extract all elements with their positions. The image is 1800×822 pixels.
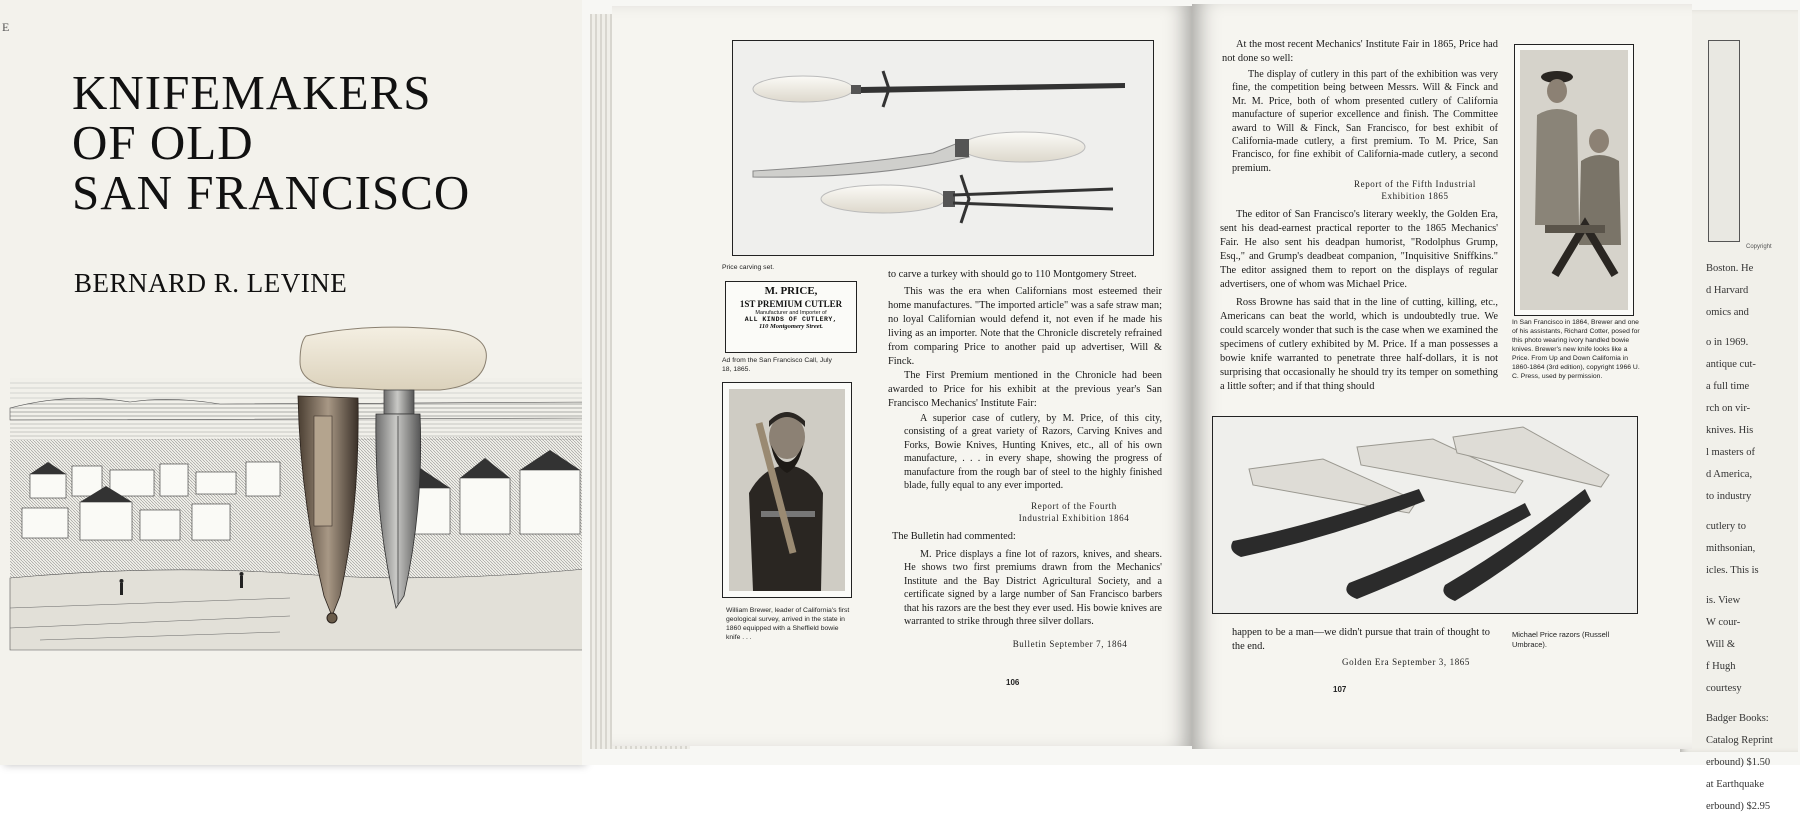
cover-title bbox=[72, 65, 471, 220]
right-cite-1-line-2: Exhibition 1865 bbox=[1381, 191, 1449, 201]
right-quote-1-text: The display of cutlery in this part of the exhibition was very fine, the competition being between Messrs. Will & Finck and Mr. M. Price, both of whom presented cutlery of California manufacture of superior excellence and finish. The Committee award to Will & Finck, San Francisco, for best exhibit of California-made cutlery, a first premium. To M. Price, San Francisco, for fine exhibit of California-made cutlery, a second premium. bbox=[1232, 69, 1498, 174]
push-dagger-illustration bbox=[300, 326, 550, 716]
under-line: knives. His bbox=[1706, 425, 1754, 436]
under-line: Boston. He bbox=[1706, 263, 1754, 274]
under-line: Will & bbox=[1706, 639, 1736, 650]
book-cover bbox=[0, 0, 582, 765]
right-continued-text: happen to be a man—we didn't pursue that train of thought to the end. bbox=[1232, 627, 1490, 652]
under-line: cutlery to bbox=[1706, 521, 1746, 532]
left-text-paragraph-3: The First Premium mentioned in the Chronicle had been awarded to Price for his exhibit at the previous year's San Francisco Mechanics' Institute Fair: bbox=[888, 370, 1162, 409]
page-number-106: 106 bbox=[1006, 678, 1020, 687]
ad-line-2: 1ST PREMIUM CUTLER bbox=[739, 299, 843, 309]
brewer-cotter-illustration bbox=[1515, 45, 1633, 315]
under-line: Badger Books: bbox=[1706, 713, 1769, 724]
under-line: d America, bbox=[1706, 469, 1753, 480]
cover-title-line-1: KNIFEMAKERS bbox=[72, 65, 432, 120]
bulletin-intro: The Bulletin had commented: bbox=[892, 531, 1016, 542]
left-text-paragraph-2: This was the era when Californians most esteemed their home manufactures. "The imported article" was a safe straw man; no loyal Californian would defend it, not even if he made his living as an importer. Note that the Chronicle discretely refrained from comparing Price to another paid up advertiser, Will & Finck. bbox=[888, 286, 1162, 367]
underlying-page-text bbox=[1706, 262, 1798, 822]
razors-caption: Michael Price razors (Russell Umbrace). bbox=[1512, 630, 1610, 649]
under-line: erbound) $2.95 bbox=[1706, 801, 1771, 812]
carving-set-illustration bbox=[733, 41, 1153, 255]
right-cite-1 bbox=[1330, 178, 1500, 202]
portrait-illustration bbox=[723, 383, 851, 597]
razors-photo bbox=[1212, 416, 1638, 614]
under-line: omics and bbox=[1706, 307, 1749, 318]
right-cite-1-line-1: Report of the Fifth Industrial bbox=[1354, 179, 1476, 189]
under-line: rch on vir- bbox=[1706, 403, 1751, 414]
ad-caption: Ad from the San Francisco Call, July 18, 1865. bbox=[722, 357, 832, 373]
carving-set-photo bbox=[732, 40, 1154, 256]
left-quote-2 bbox=[904, 548, 1162, 628]
left-cite-1-line-2: Industrial Exhibition 1864 bbox=[1018, 513, 1130, 523]
under-line: mithsonian, bbox=[1706, 543, 1756, 554]
brewer-cotter-caption: In San Francisco in 1864, Brewer and one of his assistants, Richard Cotter, posed for this photo wearing ivory handled bowie knives. Brewer's new knife looks like a Price. From Up and Down California in 1860-1864 (3rd edition), copyright 1966 U. C. Press, used by permission. bbox=[1512, 319, 1640, 380]
under-line: l masters of bbox=[1706, 447, 1755, 458]
left-cite-1-line-1: Report of the Fourth bbox=[1031, 501, 1117, 511]
left-cite-1 bbox=[984, 500, 1164, 524]
left-quote-1 bbox=[904, 412, 1162, 492]
under-line: antique cut- bbox=[1706, 359, 1756, 370]
left-body-text bbox=[888, 268, 1162, 411]
ad-line-4: ALL KINDS OF CUTLERY, bbox=[744, 316, 838, 323]
under-line: erbound) $1.50 bbox=[1706, 757, 1771, 768]
carving-set-caption: Price carving set. bbox=[722, 264, 775, 271]
right-quote-1 bbox=[1232, 68, 1498, 175]
under-line: f Hugh bbox=[1706, 661, 1736, 672]
ad-line-3: Manufacturer and Importer of bbox=[755, 310, 827, 316]
portrait-caption: William Brewer, leader of California's first geological survey, arrived in the state in 1860 equipped with a Sheffield bowie knife . . . bbox=[726, 607, 850, 641]
under-line: Catalog Reprint bbox=[1706, 735, 1773, 746]
right-text-paragraph-1: The editor of San Francisco's literary weekly, the Golden Era, sent his dead-earnest practical reporter to the 1865 Mechanics' Fair. He also sent his deadpan humorist, "Rodolphus Grump, Esq.," and Grump's deadbeat companion, "Inquisitive Sniffkins." The editor assigned them to report on the displays of regular advertisers, one of whom was Michael Price. bbox=[1220, 209, 1498, 290]
under-line: W cour- bbox=[1706, 617, 1741, 628]
price-newspaper-ad bbox=[725, 281, 857, 353]
spine-letter: E bbox=[2, 20, 10, 34]
brewer-cotter-photo bbox=[1514, 44, 1634, 316]
cover-title-line-3: SAN FRANCISCO bbox=[72, 165, 471, 220]
under-line: to industry bbox=[1706, 491, 1752, 502]
underlying-photo bbox=[1708, 40, 1740, 242]
left-cite-2: Bulletin September 7, 1864 bbox=[1012, 639, 1128, 649]
ad-line-5: 110 Montgomery Street. bbox=[758, 323, 824, 330]
razors-illustration bbox=[1213, 417, 1637, 613]
under-line: icles. This is bbox=[1706, 565, 1759, 576]
left-quote-1-text: A superior case of cutlery, by M. Price, of this city, consisting of a great variety of Razors, Carving Knives and Forks, Bowie Knives, Hunting Knives, etc., all of his own manufacture, . . . in every shape, showing the progress of manufacture from the rough bar of steel to the highly finished blade, fully equal to any ever imported. bbox=[904, 413, 1162, 492]
right-body-text bbox=[1220, 208, 1498, 394]
right-cite-2: Golden Era September 3, 1865 bbox=[1341, 657, 1471, 667]
under-line: a full time bbox=[1706, 381, 1750, 392]
right-text-paragraph-2: Ross Browne has said that in the line of cutting, killing, etc., Americans can beat the world, which is undoubtedly true. We could scarcely wonder that such is the case when we examined the specimens of cutlery exhibited by M. Price. If a man possesses a bowie knife warranted to penetrate three half-dollars, it is not surprising that occasionally he should try its temper on something a little softer; and if that thing should bbox=[1220, 297, 1498, 392]
page-number-107: 107 bbox=[1333, 685, 1347, 694]
left-quote-2-text: M. Price displays a fine lot of razors, knives, and shears. He shows two first premiums drawn from the Mechanics' Institute and the Bay District Agricultural Society, and a certificate signed by a large number of San Francisco barbers that his razors are the best they ever used. His bowie knives are warranted to strike through three silver dollars. bbox=[904, 549, 1162, 628]
cover-author: BERNARD R. LEVINE bbox=[74, 268, 348, 298]
william-brewer-portrait bbox=[722, 382, 852, 598]
left-text-paragraph-1: to carve a turkey with should go to 110 Montgomery Street. bbox=[888, 269, 1137, 280]
under-line: courtesy bbox=[1706, 683, 1742, 694]
under-line: at Earthquake bbox=[1706, 779, 1765, 790]
under-line: o in 1969. bbox=[1706, 337, 1749, 348]
underlying-photo-credit: Copyright bbox=[1746, 244, 1772, 250]
under-line: d Harvard bbox=[1706, 285, 1749, 296]
ad-line-1: M. PRICE, bbox=[764, 285, 818, 297]
under-line: is. View bbox=[1706, 595, 1741, 606]
cover-title-line-2: OF OLD bbox=[72, 115, 254, 170]
right-intro: At the most recent Mechanics' Institute Fair in 1865, Price had not done so well: bbox=[1222, 39, 1498, 64]
